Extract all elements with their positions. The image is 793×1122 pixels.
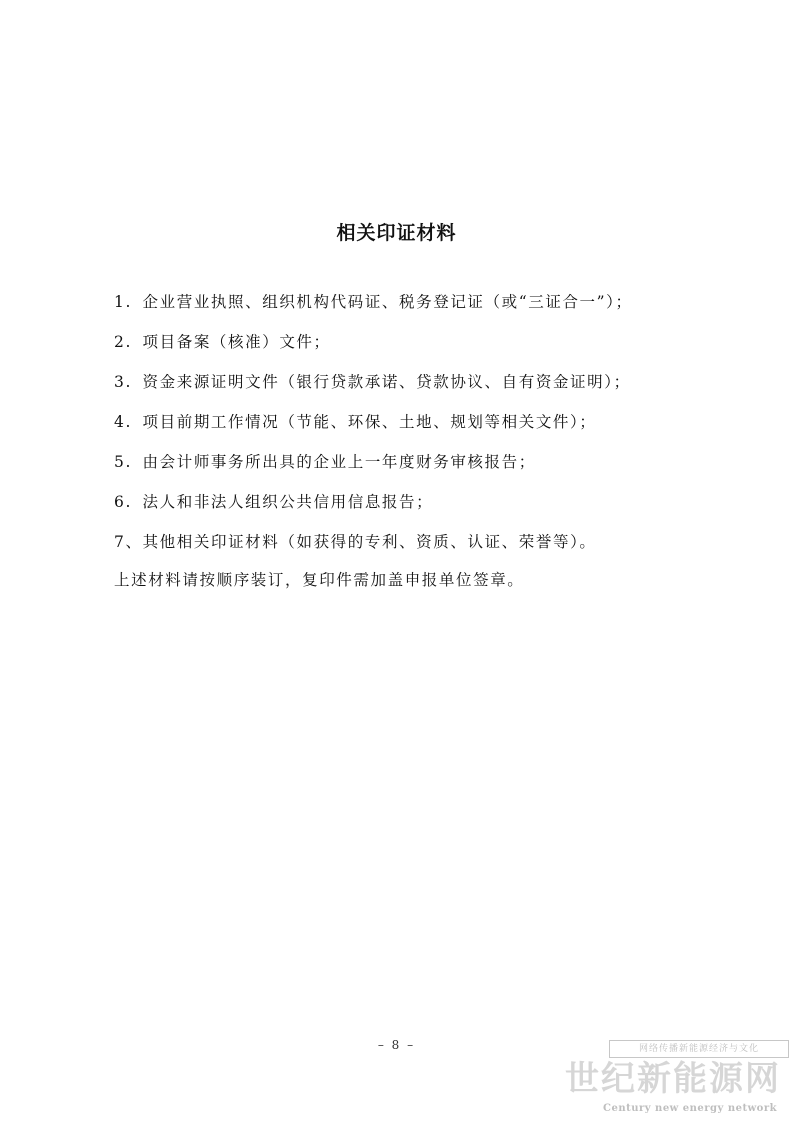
document-title: 相关印证材料 — [336, 222, 457, 244]
watermark-english: Century new energy network — [603, 1103, 778, 1114]
item-number: 6. — [114, 493, 132, 511]
watermark-slogan: 网络传播新能源经济与文化 — [609, 1040, 789, 1058]
item-text: 其他相关印证材料（如获得的专利、资质、认证、荣誉等）。 — [142, 533, 597, 551]
item-number: 5. — [114, 453, 132, 471]
list-item — [114, 368, 714, 408]
list-item — [114, 288, 714, 328]
item-number: 3. — [114, 373, 132, 391]
binding-note: 上述材料请按顺序装订，复印件需加盖申报单位签章。 — [114, 571, 525, 589]
item-number: 7、 — [114, 533, 143, 551]
list-item — [114, 488, 714, 528]
item-text: 由会计师事务所出具的企业上一年度财务审核报告； — [142, 453, 536, 471]
item-number: 4. — [114, 413, 132, 431]
list-item — [114, 528, 714, 568]
watermark-logo — [565, 1040, 790, 1120]
item-number: 1. — [114, 293, 132, 311]
item-text: 项目前期工作情况（节能、环保、土地、规划等相关文件）； — [142, 413, 597, 431]
materials-list — [114, 288, 714, 568]
item-text: 资金来源证明文件（银行贷款承诺、贷款协议、自有资金证明）； — [142, 373, 631, 391]
item-text: 企业营业执照、组织机构代码证、税务登记证（或“三证合一”）； — [142, 293, 633, 311]
item-text: 法人和非法人组织公共信用信息报告； — [142, 493, 434, 511]
watermark-name: 世纪新能源网 — [565, 1059, 781, 1099]
list-item — [114, 328, 714, 368]
item-number: 2. — [114, 333, 132, 351]
item-text: 项目备案（核准）文件； — [142, 333, 331, 351]
page-number: – 8 – — [377, 1038, 416, 1052]
list-item — [114, 448, 714, 488]
list-item — [114, 408, 714, 448]
